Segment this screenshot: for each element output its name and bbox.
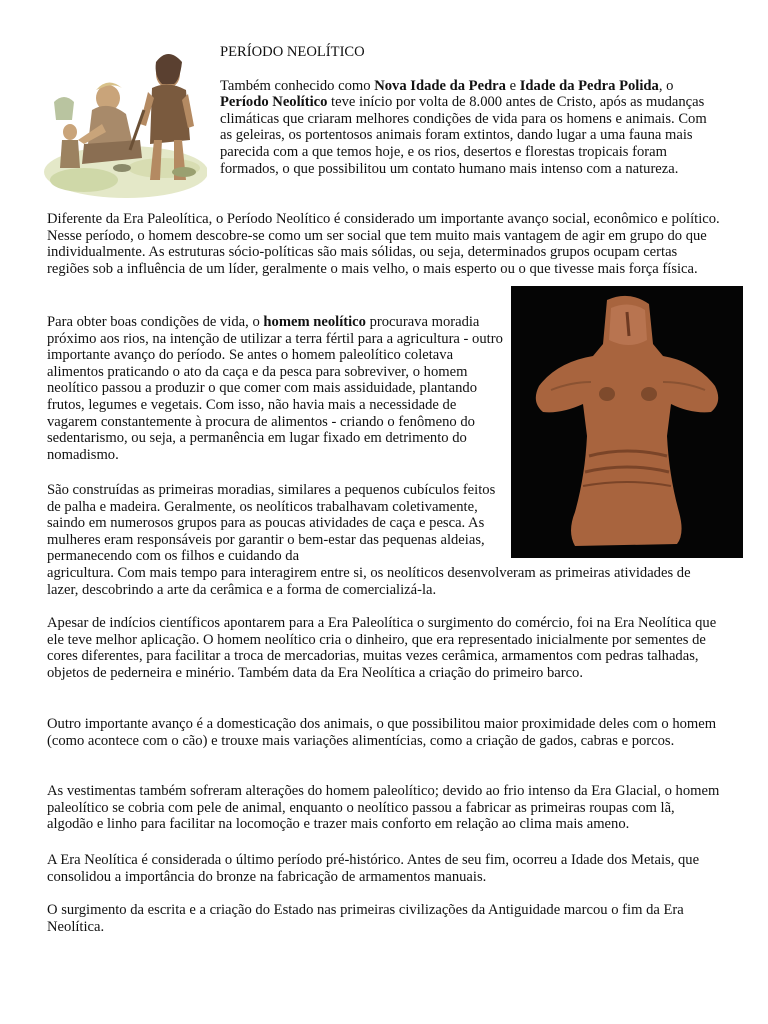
paragraph-metals: A Era Neolítica é considerada o último período pré-histórico. Antes de seu fim, ocorreu a Idade dos Metais, que consolidou a importância do bronze na fabricação de armamentos manuais. [47,852,700,885]
agriculture-bold-term: homem neolítico [263,314,366,330]
paragraph-agriculture [47,314,503,463]
paragraph-dwellings-continued: agricultura. Com mais tempo para interagirem entre si, os neolíticos desenvolveram as primeiras atividades de lazer, descobrindo a arte da cerâmica e a forma de comercializá-la. [47,565,691,598]
paragraph-end: O surgimento da escrita e a criação do Estado nas primeiras civilizações da Antiguidade marcou o fim da Era Neolítica. [47,902,684,935]
intro-bold-term: Nova Idade da Pedra [374,77,506,94]
paragraph-commerce: Apesar de indícios científicos apontarem para a Era Paleolítica o surgimento do comércio, foi na Era Neolítica que ele teve melhor aplicação. O homem neolítico cria o dinheiro, que era representado inicialmente por sementes de cores diferentes, para facilitar a troca de mercadorias, muitas vezes cerâmica, armamentos com pedras talhadas, objetos de pederneira e minério. Também data da Era Neolítica a criação do primeiro barco. [47,615,717,681]
paragraph-domestication: Outro importante avanço é a domesticação dos animais, o que possibilitou maior proximidade deles com o homem (como acontece com o cão) e trouxe mais variações alimentícias, como a criação de gados, cabras e porcos. [47,716,717,749]
paragraph-dwellings: São construídas as primeiras moradias, similares a pequenos cubículos feitos de palha e madeira. Geralmente, os neolíticos trabalhavam coletivamente, saindo em numerosos grupos para as poucas atividades de caça e pesca. As mulheres eram responsáveis por garantir o bem-estar das pequenas aldeias, permanecendo com os filhos e cuidando da [47,482,496,565]
clay-figurine-photo [511,286,743,558]
intro-text: , o [658,77,674,94]
intro-bold-term: Idade da Pedra Polida [519,77,659,94]
intro-text: teve início por volta de 8.000 antes de Cristo, após as mudanças climáticas que criaram melhores condições de vida para os homens e animais. Com as geleiras, os portentosos animais foram extintos, dando lugar a uma fauna mais parecida com a que temos hoje, e os rios, desertos e florestas tropicais foram formados, o que possibilitou um contato humano mais intenso com a natureza. [220,94,707,177]
agriculture-text: procurava moradia próximo aos rios, na intenção de utilizar a terra fértil para a agricultura - outro importante avanço do período. Se antes o homem paleolítico coletava alimentos praticando o ato da caça e da pesca para sobreviver, o homem neolítico passou a produzir o que comer com mais assiduidade, plantando frutos, legumes e vegetais. Com isso, não havia mais a necessidade de vagarem constantemente à procura de alimentos - criando o fenômeno do sedentarismo, ou seja, a permanência em lugar fixado em detrimento do nomadismo. [47,314,503,463]
paragraph-social: Diferente da Era Paleolítica, o Período Neolítico é considerado um importante avanço social, econômico e político. Nesse período, o homem descobre-se como um ser social que tem muito mais vantagem de agir em grupo do que individualmente. As estruturas sócio-políticas são mais sólidas, ou seja, determinados grupos ocupam certas regiões sob a influência de um líder, geralmente o mais velho, o mais esperto ou o que tivesse mais força física. [47,211,720,277]
intro-text: Também conhecido como [220,77,375,94]
paragraph-clothing: As vestimentas também sofreram alterações do homem paleolítico; devido ao frio intenso da Era Glacial, o homem paleolítico se cobria com pele de animal, enquanto o neolítico passou a fabricar as primeiras roupas com lã, algodão e linho para facilitar na locomoção e trazer mais conforto em relação ao clima mais ameno. [47,783,720,833]
intro-section [220,44,720,177]
intro-bold-term: Período Neolítico [220,94,328,111]
intro-paragraph [220,78,720,178]
agriculture-text: Para obter boas condições de vida, o [47,314,264,330]
intro-text: e [505,77,520,94]
neolithic-people-illustration [44,40,207,200]
page-title: PERÍODO NEOLÍTICO [220,44,365,60]
